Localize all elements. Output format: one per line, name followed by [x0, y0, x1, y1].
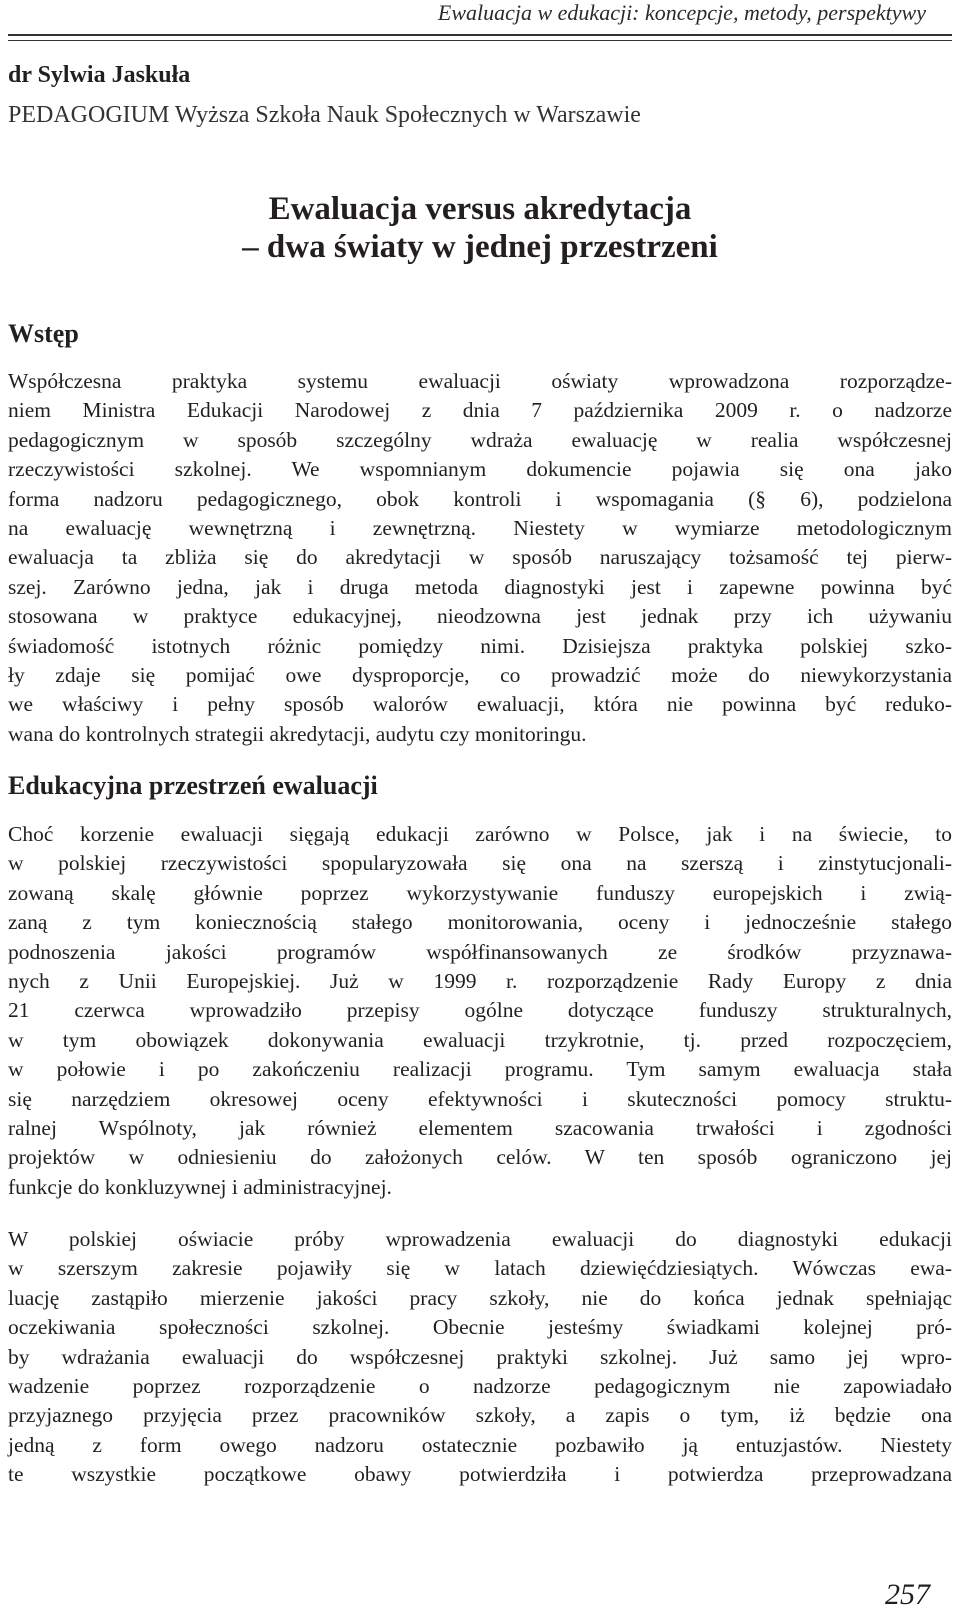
paragraph-line: w szerszym zakresie pojawiły się w latach dziewięćdziesiątych. Wówczas ewa- [8, 1256, 952, 1281]
paragraph-line: ralnej Wspólnoty, jak również elementem szacowania trwałości i zgodności [8, 1116, 952, 1141]
paragraph-line: 21 czerwca wprowadziło przepisy ogólne dotyczące funduszy strukturalnych, [8, 998, 952, 1023]
paragraph-line: rzeczywistości szkolnej. We wspomnianym dokumencie pojawia się ona jako [8, 457, 952, 482]
paragraph-line: wana do kontrolnych strategii akredytacji, audytu czy monitoringu. [8, 721, 587, 746]
paragraph-line: zaną z tym koniecznością stałego monitorowania, oceny i jednocześnie stałego [8, 910, 952, 935]
paragraph-line: ewaluacja ta zbliża się do akredytacji w sposób naruszający tożsamość tej pierw- [8, 545, 952, 570]
paragraph [8, 1225, 952, 1490]
paragraph-line: forma nadzoru pedagogicznego, obok kontroli i wspomagania (§ 6), podzielona [8, 486, 952, 511]
paragraph-line: we właściwy i pełny sposób walorów ewaluacji, która nie powinna być reduko- [8, 692, 952, 717]
section-heading-edukacyjna-przestrzen: Edukacyjna przestrzeń ewaluacji [8, 771, 378, 800]
paragraph-line: świadomość istotnych różnic pomiędzy nimi. Dzisiejsza praktyka polskiej szko- [8, 633, 952, 658]
paragraph-line: Choć korzenie ewaluacji sięgają edukacji zarówno w Polsce, jak i na świecie, to [8, 822, 952, 846]
running-title: Ewaluacja w edukacji: koncepcje, metody, perspektywy [437, 0, 926, 25]
header-rule-thin [8, 40, 952, 41]
paragraph-line: w tym obowiązek dokonywania ewaluacji trzykrotnie, tj. przed rozpoczęciem, [8, 1027, 952, 1052]
section-heading-wstep: Wstęp [8, 319, 79, 348]
paragraph-line: podnoszenia jakości programów współfinansowanych ze środków przyznawa- [8, 939, 952, 964]
paragraph-line: w polskiej rzeczywistości spopularyzowała się ona na szerszą i zinstytucjonali- [8, 851, 952, 876]
author-name: dr Sylwia Jaskuła [8, 62, 191, 88]
paragraph-line: przyjaznego przyjęcia przez pracowników szkoły, a zapis o tym, iż będzie ona [8, 1403, 952, 1428]
paragraph-line: nych z Unii Europejskiej. Już w 1999 r. rozporządzenie Rady Europy z dnia [8, 969, 952, 994]
article-title-line-1: Ewaluacja versus akredytacja [268, 191, 692, 227]
paragraph-line: pedagogicznym w sposób szczególny wdraża ewaluację w realia współczesnej [8, 427, 952, 452]
paragraph-line: te wszystkie początkowe obawy potwierdziła i potwierdza przeprowadzana [8, 1462, 952, 1487]
paragraph [8, 367, 952, 749]
paragraph-line: ły zdaje się pomijać owe dysproporcje, co prowadzić może do niewykorzystania [8, 663, 952, 688]
paragraph-line: W polskiej oświacie próby wprowadzenia ewaluacji do diagnostyki edukacji [8, 1227, 952, 1251]
paragraph-line: jedną z form owego nadzoru ostatecznie pozbawiło ją entuzjastów. Niestety [8, 1432, 952, 1457]
paragraph-line: niem Ministra Edukacji Narodowej z dnia 7 października 2009 r. o nadzorze [8, 398, 952, 423]
paragraph-line: szej. Zarówno jedna, jak i druga metoda diagnostyki jest i zapewne powinna być [8, 574, 952, 599]
paragraph-line: zowaną skalę głównie poprzez wykorzystywanie funduszy europejskich i zwią- [8, 880, 952, 905]
page-number: 257 [885, 1578, 930, 1611]
paragraph-line: wadzenie poprzez rozporządzenie o nadzorze pedagogicznym nie zapowiadało [8, 1374, 952, 1399]
paragraph-line: na ewaluację wewnętrzną i zewnętrzną. Niestety w wymiarze metodologicznym [8, 516, 952, 541]
header-rule-thick [8, 34, 952, 36]
article-title [0, 190, 960, 266]
paragraph-line: stosowana w praktyce edukacyjnej, nieodzowna jest jednak przy ich używaniu [8, 604, 952, 629]
article-title-line-2: – dwa światy w jednej przestrzeni [242, 229, 718, 265]
paragraph-line: projektów w odniesieniu do założonych celów. W ten sposób ograniczono jej [8, 1145, 952, 1170]
paragraph-line: oczekiwania społeczności szkolnej. Obecnie jesteśmy świadkami kolejnej pró- [8, 1315, 952, 1340]
paragraph-line: się narzędziem okresowej oceny efektywności i skuteczności pomocy struktu- [8, 1086, 952, 1111]
paragraph [8, 820, 952, 1202]
author-affiliation: PEDAGOGIUM Wyższa Szkoła Nauk Społecznych w Warszawie [8, 102, 641, 128]
paragraph-line: Współczesna praktyka systemu ewaluacji oświaty wprowadzona rozporządze- [8, 369, 952, 393]
paragraph-line: w połowie i po zakończeniu realizacji programu. Tym samym ewaluacja stała [8, 1057, 952, 1082]
paragraph-line: funkcje do konkluzywnej i administracyjnej. [8, 1174, 392, 1199]
paragraph-line: luację zastąpiło mierzenie jakości pracy szkoły, nie do końca jednak spełniając [8, 1285, 952, 1310]
paragraph-line: by wdrażania ewaluacji do współczesnej praktyki szkolnej. Już samo jej wpro- [8, 1344, 952, 1369]
